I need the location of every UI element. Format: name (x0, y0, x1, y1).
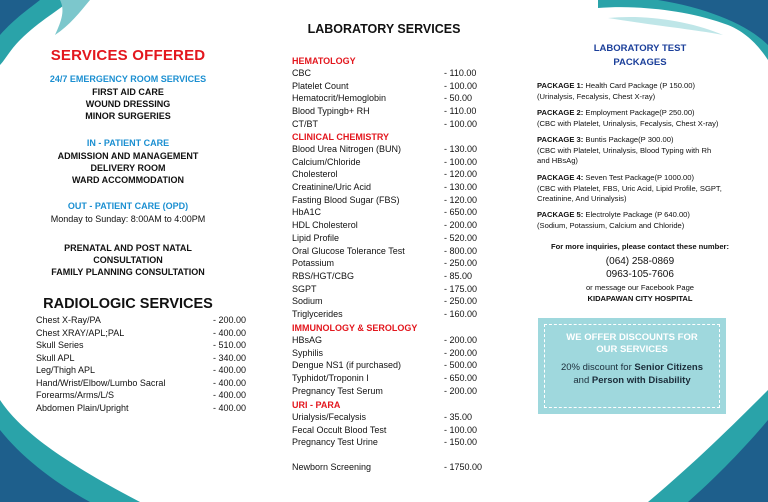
list-item (292, 424, 492, 437)
package-name: Buntis Package(P 300.00) (583, 135, 674, 144)
item-price: - 500.00 (444, 360, 478, 371)
facebook-message: or message our Facebook Page (585, 283, 695, 292)
other-services-list (0, 242, 256, 278)
package-item (537, 173, 727, 205)
item-price: - 200.00 (444, 220, 478, 231)
item-name: SGPT (292, 283, 317, 294)
discount-and: and (573, 375, 592, 386)
item-name: RBS/HGT/CBG (292, 270, 355, 281)
discount-box (538, 318, 726, 414)
discount-text (538, 361, 726, 387)
list-item (292, 359, 492, 372)
package-label: PACKAGE 4: (537, 173, 584, 182)
list-item (292, 334, 492, 347)
package-contents: (CBC with Platelet, FBS, Uric Acid, Lipid Profile, SGPT, Creatinine, And Urinalysis) (537, 183, 722, 203)
item-price: - 400.00 (212, 402, 246, 413)
laboratory-panel (256, 0, 512, 502)
item-name: Leg/Thigh APL (36, 365, 96, 375)
package-label: PACKAGE 5: (537, 210, 584, 219)
list-item (292, 283, 492, 296)
list-item (292, 219, 492, 232)
radiologic-list (36, 314, 246, 414)
list-item (292, 105, 492, 118)
list-item (292, 257, 492, 270)
discount-title-line: WE OFFER DISCOUNTS FOR (566, 332, 698, 343)
item-name: Triglycerides (292, 308, 343, 319)
package-name: Electrolyte Package (P 640.00) (583, 210, 690, 219)
list-item (292, 270, 492, 283)
discount-title-line: OUR SERVICES (596, 344, 668, 355)
item-name: Sodium (292, 296, 323, 307)
item-name: Lipid Profile (292, 232, 340, 243)
item-name: Chest XRAY/APL;PAL (36, 327, 125, 338)
item-name: HbA1C (292, 207, 322, 218)
inpatient-item: ADMISSION AND MANAGEMENT (57, 151, 199, 161)
radiologic-services-title: RADIOLOGIC SERVICES (43, 296, 213, 312)
discount-senior: Senior Citizens (634, 362, 704, 373)
item-price: - 160.00 (444, 308, 478, 319)
item-price: - 250.00 (444, 258, 478, 269)
item-price: - 130.00 (444, 144, 478, 154)
item-name: Blood Typingb+ RH (292, 106, 370, 117)
outpatient-hours: Monday to Sunday: 8:00AM to 4:00PM (50, 214, 206, 224)
laboratory-services-title: LABORATORY SERVICES (307, 22, 461, 36)
clinical-chemistry-heading: CLINICAL CHEMISTRY (292, 132, 390, 142)
item-name: HDL Cholesterol (292, 220, 358, 231)
item-price: - 100.00 (444, 80, 478, 91)
list-item (36, 364, 246, 377)
inpatient-list (0, 150, 256, 186)
list-item (292, 181, 492, 194)
item-name: Calcium/Chloride (292, 156, 361, 167)
packages-title-line: PACKAGES (613, 57, 667, 68)
outpatient-heading: OUT - PATIENT CARE (OPD) (67, 201, 189, 211)
package-name: Seven Test Package(P 1000.00) (583, 173, 695, 182)
item-name: CT/BT (292, 118, 318, 129)
item-name: Urialysis/Fecalysis (292, 412, 367, 422)
list-item (292, 295, 492, 308)
list-item (292, 168, 492, 181)
list-item (292, 232, 492, 245)
discount-pwd: Person with Disability (591, 375, 691, 386)
package-label: PACKAGE 2: (537, 108, 584, 117)
item-price: - 400.00 (212, 377, 246, 388)
item-price: - 650.00 (444, 373, 478, 384)
services-offered-title: SERVICES OFFERED (50, 47, 206, 64)
list-item (292, 80, 492, 93)
item-price: - 400.00 (212, 390, 246, 400)
item-name: Creatinine/Uric Acid (292, 182, 372, 193)
item-price: - 50.00 (444, 93, 473, 104)
list-item (36, 352, 246, 365)
item-price: - 340.00 (212, 352, 246, 363)
list-item (292, 67, 492, 80)
list-item (292, 308, 492, 321)
item-name: Cholesterol (292, 169, 338, 180)
item-name: Pregnancy Test Urine (292, 437, 378, 448)
list-item (36, 402, 246, 415)
packages-title (512, 42, 768, 70)
list-item (292, 92, 492, 105)
package-name: Health Card Package (P 150.00) (583, 81, 696, 90)
list-item (292, 194, 492, 207)
list-item (36, 314, 246, 327)
item-name: Oral Glucose Tolerance Test (292, 245, 405, 256)
bottom-left-wave-decoration (0, 400, 140, 502)
item-name: Potassium (292, 258, 335, 269)
item-price: - 200.00 (212, 315, 246, 325)
package-item (537, 108, 767, 129)
hematology-heading: HEMATOLOGY (292, 56, 356, 66)
services-panel (0, 0, 256, 502)
list-item (292, 372, 492, 385)
item-name: Pregnancy Test Serum (292, 385, 383, 396)
list-item (292, 156, 492, 169)
packages-title-line: LABORATORY TEST (593, 43, 687, 54)
item-price: - 100.00 (444, 424, 478, 435)
list-item (292, 245, 492, 258)
item-price: - 120.00 (444, 194, 478, 205)
package-label: PACKAGE 1: (537, 81, 584, 90)
inquiry-text: For more inquiries, please contact these number: (550, 242, 730, 251)
package-label: PACKAGE 3: (537, 135, 584, 144)
item-name: Skull Series (36, 340, 84, 350)
uri-para-list (292, 411, 492, 449)
package-item (537, 135, 722, 167)
package-item (537, 210, 767, 231)
item-name: Syphilis (292, 347, 324, 358)
item-price: - 200.00 (444, 347, 478, 358)
emergency-list (0, 86, 256, 122)
package-contents: (Urinalysis, Fecalysis, Chest X-ray) (537, 91, 656, 101)
item-price: - 110.00 (444, 68, 477, 78)
item-price: - 510.00 (212, 340, 246, 350)
item-price: - 200.00 (444, 335, 478, 345)
list-item (36, 327, 246, 340)
item-name: Chest X-Ray/PA (36, 315, 101, 325)
phone-number: (064) 258-0869 (605, 256, 675, 267)
package-item (537, 81, 767, 102)
inpatient-item: WARD ACCOMMODATION (72, 175, 184, 185)
item-name: HBsAG (292, 335, 323, 345)
item-price: - 100.00 (444, 156, 478, 167)
other-service-item: CONSULTATION (93, 255, 163, 265)
item-name: CBC (292, 68, 312, 78)
emergency-item: WOUND DRESSING (85, 99, 171, 109)
item-name: Hematocrit/Hemoglobin (292, 93, 387, 104)
emergency-item: MINOR SURGERIES (85, 111, 171, 121)
item-name: Skull APL (36, 352, 75, 363)
hematology-list (292, 67, 492, 130)
item-price: - 150.00 (444, 437, 478, 448)
item-price: - 520.00 (444, 232, 478, 243)
package-contents: (CBC with Platelet, Urinalysis, Fecalysis, Chest X-ray) (537, 118, 719, 128)
item-price: - 200.00 (444, 385, 478, 396)
list-item (292, 347, 492, 360)
item-name: Dengue NS1 (if purchased) (292, 360, 402, 371)
item-price: - 250.00 (444, 296, 478, 307)
inpatient-item: DELIVERY ROOM (90, 163, 166, 173)
item-name: Fecal Occult Blood Test (292, 424, 387, 435)
phone-number: 0963-105-7606 (606, 269, 674, 280)
item-price: - 110.00 (444, 106, 477, 117)
list-item (292, 143, 492, 156)
list-item (292, 411, 492, 424)
clinical-chemistry-list (292, 143, 492, 321)
list-item (292, 385, 492, 398)
item-name: Newborn Screening (292, 462, 372, 472)
package-name: Employment Package(P 250.00) (583, 108, 695, 117)
item-price: - 1750.00 (444, 462, 483, 472)
item-price: - 800.00 (444, 245, 478, 256)
other-service-item: FAMILY PLANNING CONSULTATION (51, 267, 205, 277)
package-contents: (Sodium, Potassium, Calcium and Chloride) (537, 220, 685, 230)
item-price: - 400.00 (212, 327, 246, 338)
list-item (292, 118, 492, 131)
discount-prefix: 20% discount for (560, 362, 635, 373)
item-name: Platelet Count (292, 80, 349, 91)
immunology-list (292, 334, 492, 397)
list-item (292, 206, 492, 219)
item-price: - 35.00 (444, 412, 473, 422)
list-item (292, 436, 492, 449)
item-name: Abdomen Plain/Upright (36, 402, 129, 413)
facebook-page-name: KIDAPAWAN CITY HOSPITAL (587, 294, 693, 303)
item-price: - 120.00 (444, 169, 478, 180)
discount-title (538, 332, 726, 356)
item-price: - 175.00 (444, 283, 478, 294)
item-name: Hand/Wrist/Elbow/Lumbo Sacral (36, 377, 166, 388)
emergency-item: FIRST AID CARE (92, 87, 164, 97)
item-name: Blood Urea Nitrogen (BUN) (292, 144, 402, 154)
item-price: - 400.00 (212, 365, 246, 375)
item-name: Forearms/Arms/L/S (36, 390, 115, 400)
uri-para-heading: URI - PARA (292, 400, 341, 410)
item-price: - 100.00 (444, 118, 478, 129)
other-service-item: PRENATAL AND POST NATAL (64, 243, 192, 253)
package-contents: (CBC with Platelet, Urinalysis, Blood Typing with Rh and HBsAg) (537, 145, 712, 165)
item-price: - 650.00 (444, 207, 478, 218)
emergency-heading: 24/7 EMERGENCY ROOM SERVICES (49, 74, 207, 84)
list-item (36, 339, 246, 352)
item-name: Typhidot/Troponin I (292, 373, 369, 384)
newborn-screening-row (292, 462, 492, 472)
item-price: - 130.00 (444, 182, 478, 193)
inpatient-heading: IN - PATIENT CARE (86, 138, 170, 148)
packages-panel (512, 0, 768, 502)
list-item (36, 377, 246, 390)
list-item (36, 389, 246, 402)
item-price: - 85.00 (444, 270, 473, 281)
item-name: Fasting Blood Sugar (FBS) (292, 194, 400, 205)
immunology-heading: IMMUNOLOGY & SEROLOGY (292, 323, 418, 333)
